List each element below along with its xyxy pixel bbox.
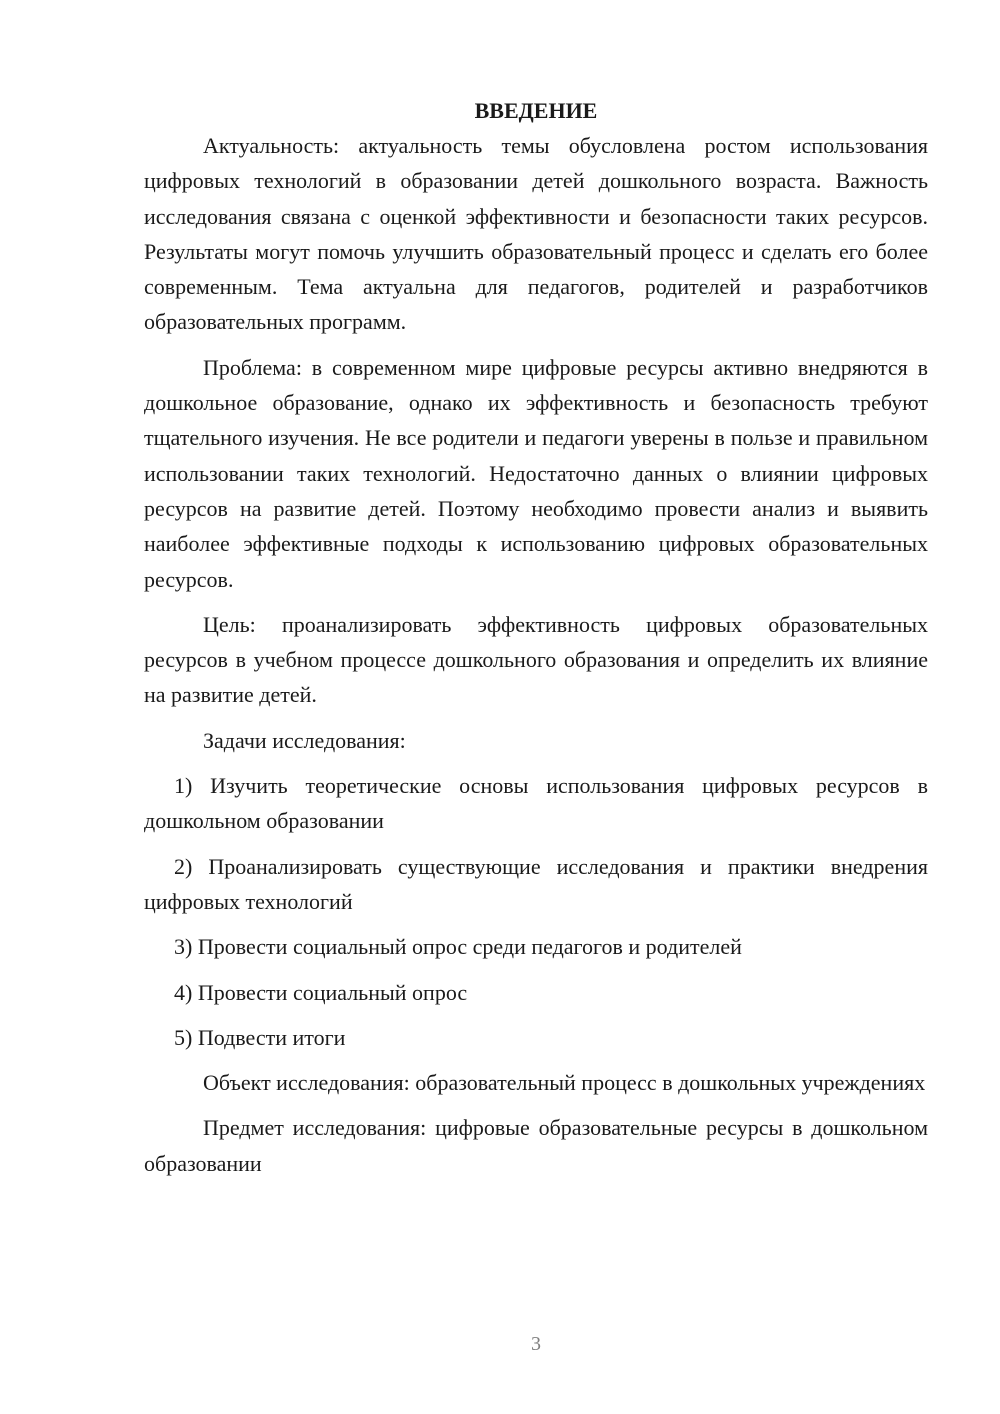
page-title: ВВЕДЕНИЕ [474,98,598,123]
tasks-title: Задачи исследования: [203,727,406,753]
relevance-paragraph: Актуальность: актуальность темы обусловлена ростом использования цифровых технологий в образовании детей дошкольного возраста. Важность исследования связана с оценкой эффективности и безопасности таких ресурсов. Результаты могут помочь улучшить образовательный процесс и сделать его более современным. Тема актуальна для педагогов, родителей и разработчиков образовательных программ. [144,133,928,335]
task-item-3: 3) Провести социальный опрос среди педагогов и родителей [174,934,742,960]
object-paragraph: Объект исследования: образовательный процесс в дошкольных учреждениях [203,1070,926,1096]
subject-paragraph: Предмет исследования: цифровые образовательные ресурсы в дошкольном образовании [144,1115,928,1176]
document-page [144,93,928,1181]
problem-paragraph: Проблема: в современном мире цифровые ресурсы активно внедряются в дошкольное образование, однако их эффективность и безопасность требуют тщательного изучения. Не все родители и педагоги уверены в пользе и правильном использовании таких технологий. Недостаточно данных о влиянии цифровых ресурсов на развитие детей. Поэтому необходимо провести анализ и выявить наиболее эффективные подходы к использованию цифровых образовательных ресурсов. [144,354,928,592]
task-item-2: 2) Проанализировать существующие исследования и практики внедрения цифровых технологий [144,853,928,914]
page-number: 3 [531,1333,541,1355]
task-item-1: 1) Изучить теоретические основы использования цифровых ресурсов в дошкольном образовании [144,773,928,834]
task-item-4: 4) Провести социальный опрос [174,979,468,1005]
goal-paragraph: Цель: проанализировать эффективность цифровых образовательных ресурсов в учебном процессе дошкольного образования и определить их влияние на развитие детей. [144,611,928,708]
task-item-5: 5) Подвести итоги [174,1024,346,1050]
